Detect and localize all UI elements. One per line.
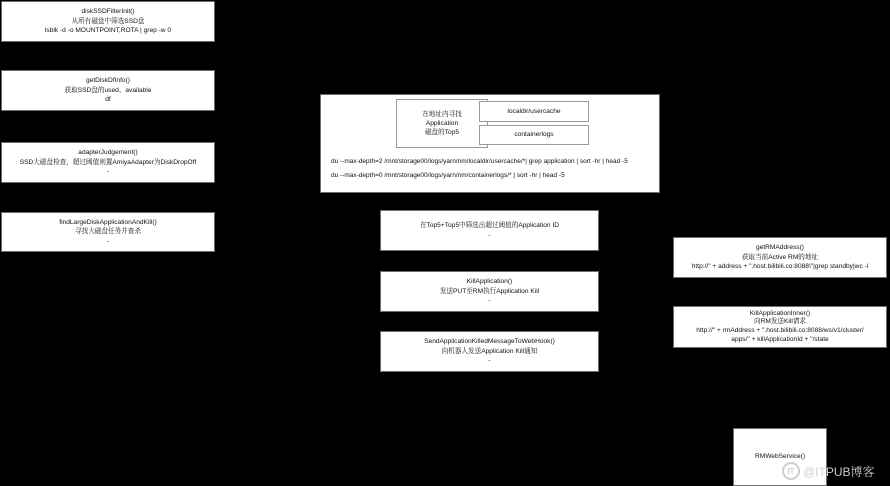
box-line: getDiskDfInfo(): [86, 77, 130, 85]
box-line: diskSSDFilterInit(): [81, 8, 135, 16]
box-line: Application: [425, 119, 459, 127]
path-label: localdir/usercache: [507, 107, 561, 115]
box-line: RMWebService(): [754, 453, 806, 461]
filter-threshold-box: [380, 210, 599, 251]
itpub-logo-icon: IT: [782, 462, 800, 480]
box-line: -: [488, 231, 491, 239]
box-line: 获取当前Active RM的地址: [741, 253, 819, 261]
box-line: -: [106, 237, 110, 245]
box-line: getRMAddress(): [755, 244, 804, 252]
usercache-path-box: [479, 101, 589, 122]
adapterjudgement-box: [1, 142, 215, 183]
containerlogs-path-box: [479, 125, 589, 145]
box-line: http://" + address + ".host.bilibili.co:8088\"|grep standby|wc -l: [691, 263, 869, 271]
path-label: containerlogs: [514, 131, 554, 139]
box-line: 在Top5+Top5中筛选出超过阈值的Application ID: [419, 222, 560, 230]
getrmaddress-box: [673, 237, 887, 278]
getdiskdfinfo-box: [1, 70, 215, 111]
box-line: KillApplication(): [466, 278, 513, 286]
box-line: df: [105, 96, 111, 104]
box-line: lsblk -d -o MOUNTPOINT,ROTA | grep -w 0: [44, 27, 172, 35]
watermark-text: @ITPUB博客: [803, 464, 875, 479]
killapplicationinner-box: [673, 306, 887, 348]
box-line: 向RM发送Kill请求: [753, 318, 807, 326]
findlargediskapplicationandkill-box: [1, 212, 215, 252]
diskssdfilterinit-box: [1, 1, 215, 42]
box-line: adapterJudgement(): [78, 149, 138, 157]
watermark: [782, 458, 875, 484]
box-line: -: [106, 168, 110, 176]
box-line: SSD大磁盘检查，超过阈值则置AmiyaAdapter为DiskDropOff: [19, 158, 197, 166]
box-line: 从所有磁盘中筛选SSD盘: [71, 17, 145, 25]
box-line: -: [488, 357, 491, 365]
box-line: -: [488, 297, 491, 305]
box-line: 向机器人发送Application Kill通知: [441, 347, 538, 355]
box-line: 在地址内寻找: [422, 110, 462, 118]
box-line: 发送PUT至RM执行Application Kill: [439, 287, 540, 295]
box-line: 寻找大磁盘任务并查杀: [75, 228, 141, 236]
webhook-notify-box: [380, 331, 599, 372]
top5-search-panel: [320, 94, 660, 193]
box-line: 磁盘的Top5: [424, 129, 460, 137]
usercache-du-command: du --max-depth=2 /mnt/storage00/logs/yarn/nm/localdir/usercache/*| grep application | sort -hr | head -5: [331, 158, 628, 165]
top5-title-box: [396, 99, 488, 148]
box-line: http://" + rmAddress + ".host.bilibili.co:8088/ws/v1/cluster/: [696, 327, 864, 334]
box-line: findLargeDiskApplicationAndKill(): [59, 218, 157, 226]
box-line: apps/" + killApplicationId + "/state: [731, 335, 829, 343]
box-line: KillApplicationInner(): [749, 309, 811, 317]
box-line: 获取SSD盘的used、available: [64, 86, 152, 94]
killapplication-box: [380, 271, 599, 312]
box-line: SendApplicationKilledMessageToWebHook(): [424, 338, 555, 346]
containerlogs-du-command: du --max-depth=0 /mnt/storage00/logs/yarn/nm/containerlogs/* | sort -hr | head -5: [331, 172, 565, 179]
